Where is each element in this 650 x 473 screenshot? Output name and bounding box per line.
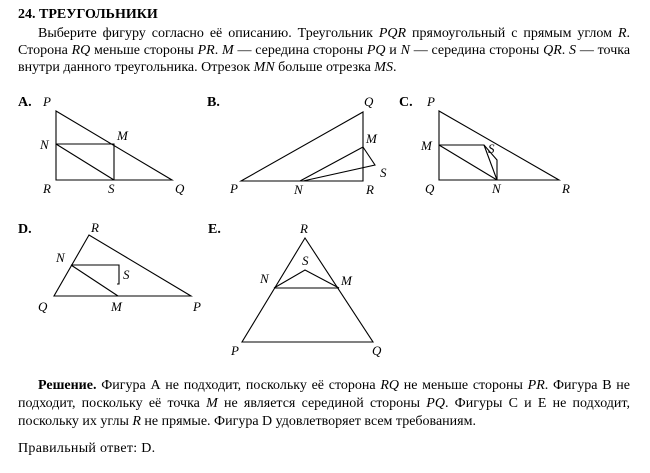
vertex-label: N (492, 181, 501, 196)
vertex-label: R (366, 182, 374, 197)
vertex-label: P (427, 94, 435, 109)
vertex-label: Q (175, 181, 185, 196)
option-e-label: E. (208, 222, 221, 237)
vertex-label: N (294, 182, 303, 197)
vertex-label: R (43, 181, 51, 196)
vertex-label: P (193, 299, 201, 314)
figure-d[interactable] (18, 220, 201, 314)
vertex-label: R (91, 220, 99, 235)
problem-title: 24. ТРЕУГОЛЬНИКИ (18, 7, 158, 22)
segment-nm (71, 265, 118, 296)
segment-nm (300, 147, 363, 181)
vertex-label: N (260, 271, 269, 286)
vertex-label: Q (425, 181, 435, 196)
figure-b[interactable] (207, 94, 387, 197)
problem-statement: Выберите фигуру согласно её описанию. Треугольник PQR прямоугольный с прямым углом R. Сторона RQ меньше стороны PR. M — середина стороны PQ и N — середина стороны QR. S — точка внутри данного треугольника. Отрезок MN больше отрезка MS. (18, 26, 631, 75)
option-b-label: B. (207, 95, 220, 110)
vertex-label: M (341, 273, 352, 288)
triangle-pqr (241, 112, 363, 181)
vertex-label: M (421, 138, 432, 153)
vertex-label: M (366, 131, 377, 146)
vertex-label: P (230, 181, 238, 196)
vertex-label: S (123, 267, 130, 282)
option-a-label: A. (18, 95, 32, 110)
segment-ns (56, 144, 114, 180)
option-d-label: D. (18, 222, 32, 237)
figure-a[interactable] (18, 94, 185, 196)
vertex-label: N (56, 250, 65, 265)
solution-text: Решение. Фигура А не подходит, поскольку её сторона RQ не меньше стороны PR. Фигура В не подходит, поскольку её точка M не является серединой стороны PQ. Фигуры С и Е не подходит, поскольку их углы R не прямые. Фигура D удовлетворяет всем требованиям. (18, 378, 630, 429)
vertex-label: Q (372, 343, 382, 358)
option-c-label: C. (399, 95, 413, 110)
figure-e[interactable] (208, 221, 382, 358)
vertex-label: M (117, 128, 128, 143)
vertex-label: S (108, 181, 115, 196)
vertex-label: R (300, 221, 308, 236)
vertex-label: Q (364, 94, 374, 109)
vertex-label: R (562, 181, 570, 196)
vertex-label: M (111, 299, 122, 314)
vertex-label: P (43, 94, 51, 109)
vertex-label: N (40, 137, 49, 152)
vertex-label: S (302, 253, 309, 268)
correct-answer: Правильный ответ: D. (18, 441, 156, 456)
vertex-label: S (488, 141, 495, 156)
figure-c[interactable] (399, 94, 570, 196)
vertex-label: P (231, 343, 239, 358)
segment-ns (303, 147, 375, 181)
vertex-label: S (380, 165, 387, 180)
vertex-label: Q (38, 299, 48, 314)
